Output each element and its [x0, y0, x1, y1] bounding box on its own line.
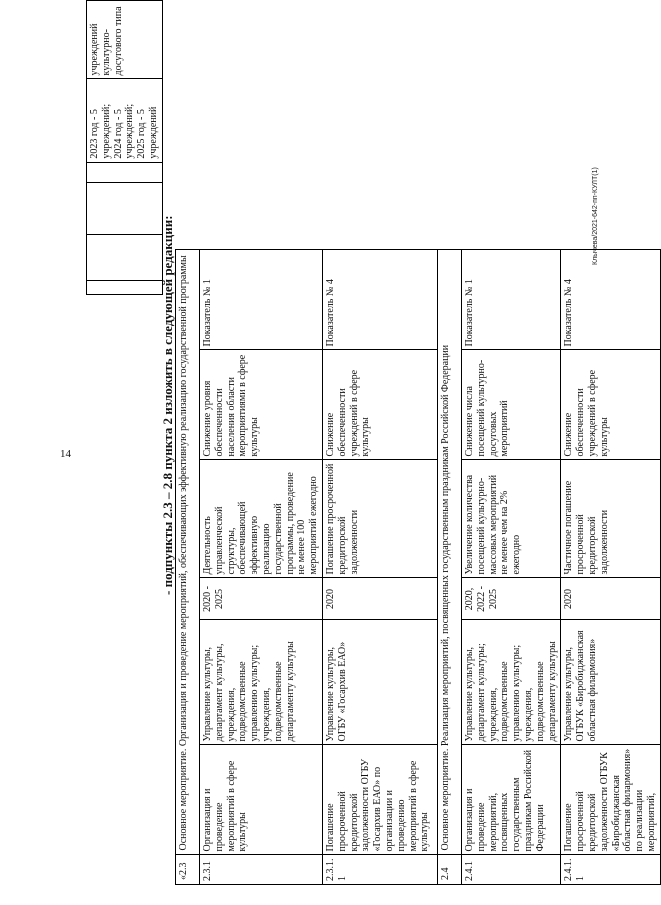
indicator: Показатель № 4 — [322, 250, 437, 350]
page-number: 14 — [60, 448, 71, 460]
expected-result: Частичное погашение просроченной кредиторской задолженности — [561, 460, 660, 578]
consequence: Снижение обеспеченности учреждений в сфере культуры — [322, 350, 437, 460]
consequence: Снижение обеспеченности учреждений в сфере культуры — [561, 350, 660, 460]
expected-result: Увеличение количества посещений культурно-массовых мероприятий не менее чем на 2% ежегодно — [461, 460, 560, 578]
top-cell-description: учреждений культурно-досугового типа — [87, 1, 163, 79]
table-row-2-3-1 — [200, 250, 323, 885]
years: 2020 — [322, 578, 437, 620]
measure-name: Организация и проведение мероприятий в сфере культуры — [200, 745, 323, 855]
row-number: «2.3 — [176, 855, 200, 885]
row-number: 2.3.1 — [200, 855, 323, 885]
expected-result: Деятельность управленческой структуры, обеспечивающей эффективную реализацию государственной программы, проведение не менее 100 мероприятий ежегодно — [200, 460, 323, 578]
continuation-table — [86, 0, 163, 295]
row-number: 2.3.1. 1 — [322, 855, 437, 885]
indicator: Показатель № 4 — [561, 250, 660, 350]
section-heading: - подпункты 2.3 – 2.8 пункта 2 изложить в следующей редакции: — [160, 215, 175, 595]
top-cell-empty-1 — [87, 281, 163, 295]
section-title: Основное мероприятие. Реализация мероприятий, посвященных государственным праздникам Российской Федерации — [437, 250, 461, 855]
table-row-2-3-1-1 — [322, 250, 437, 885]
years: 2020, 2022 - 2025 — [461, 578, 560, 620]
executor: Управление культуры, ОГБУК «Биробиджанская областная филармония» — [561, 620, 660, 745]
consequence: Снижение уровня обеспеченности населения области мероприятиями в сфере культуры — [200, 350, 323, 460]
measure-name: Организация и проведение мероприятий, посвященных государственным праздникам Российской Федерации — [461, 745, 560, 855]
table-row-2-4-1-1 — [561, 250, 660, 885]
measure-name: Погашение просроченной кредиторской задолженности ОГБУК «Биробиджанская областная филармония» по реализации мероприятий, — [561, 745, 660, 855]
main-table — [175, 250, 661, 886]
indicator: Показатель № 1 — [200, 250, 323, 350]
executor: Управление культуры, ОГБУ «Госархив ЕАО» — [322, 620, 437, 745]
indicator: Показатель № 1 — [461, 250, 560, 350]
years: 2020 — [561, 578, 660, 620]
row-number: 2.4 — [437, 855, 461, 885]
top-cell-empty-3 — [87, 182, 163, 234]
row-number: 2.4.1 — [461, 855, 560, 885]
section-title: Основное мероприятие. Организация и проведение мероприятий, обеспечивающих эффективную реализацию государственной программы — [176, 250, 200, 855]
table-row-2-4-1 — [461, 250, 560, 885]
measure-name: Погашение просроченной кредиторской задолженности ОГБУ «Госархив ЕАО» по организации и проведению мероприятий в сфере культуры — [322, 745, 437, 855]
row-number: 2.4.1. 1 — [561, 855, 660, 885]
top-cell-empty-4 — [87, 162, 163, 182]
expected-result: Погашение просроченной кредиторской задолженности — [322, 460, 437, 578]
table-row-section-2-3 — [176, 250, 200, 885]
document-footer: Клычева/2021-642-пп-КУЛТ(1) — [592, 167, 599, 265]
consequence: Снижение числа посещений культурно-досуговых мероприятий — [461, 350, 560, 460]
executor: Управление культуры, департамент культуры, учреждения, подведомственные управлению культуры; учреждения, подведомственные департаменту культуры — [200, 620, 323, 745]
top-cell-years: 2023 год - 5 учреждений; 2024 год - 5 учреждений; 2025 год - 5 учреждений — [87, 79, 163, 162]
executor: Управление культуры, департамент культуры; учреждения, подведомственные управлению культуры; учреждения, подведомственные департаменту культуры — [461, 620, 560, 745]
top-cell-empty-2 — [87, 234, 163, 280]
years: 2020 - 2025 — [200, 578, 323, 620]
table-row-section-2-4 — [437, 250, 461, 885]
